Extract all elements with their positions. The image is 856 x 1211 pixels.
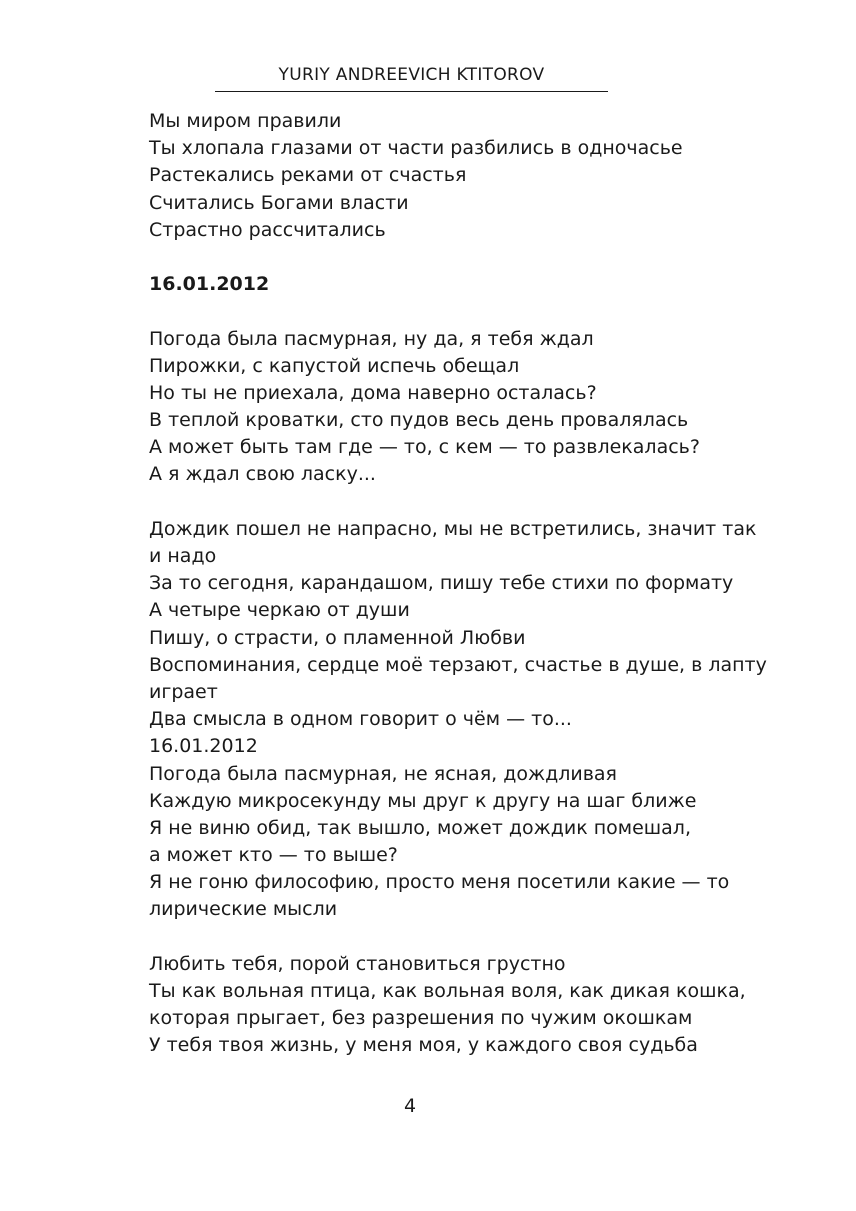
poem-line: и надо <box>149 545 217 567</box>
poem-line: Два смысла в одном говорит о чём — то... <box>149 708 572 731</box>
poem-line: Но ты не приехала, дома наверно осталась? <box>149 381 597 404</box>
stanza-break <box>149 924 719 951</box>
poem-line: Пишу, о страсти, о пламенной Любви <box>149 626 526 649</box>
header-divider <box>215 91 608 92</box>
poem-line: В теплой кроватки, сто пудов весь день провалялась <box>149 409 689 432</box>
stanza-break <box>149 244 719 271</box>
poem-line: Мы миром правили <box>149 110 342 132</box>
poem-line: За то сегодня, карандашом, пишу тебе стихи по формату <box>149 572 734 595</box>
stanza-break <box>149 298 719 325</box>
poem-line: Ты как вольная птица, как вольная воля, как дикая кошка, <box>149 980 746 1002</box>
poem-line: лирические мысли <box>149 898 338 921</box>
poem-line: Пирожки, с капустой испечь обещал <box>149 354 520 377</box>
poem-line: А четыре черкаю от души <box>149 599 410 622</box>
poem-line: Любить тебя, порой становиться грустно <box>149 952 566 975</box>
poem-line: Дождик пошел не напрасно, мы не встретились, значит так <box>149 517 757 540</box>
poem-date: 16.01.2012 <box>149 735 258 758</box>
page-number: 4 <box>403 1095 417 1117</box>
poem-line: которая прыгает, без разрешения по чужим окошкам <box>149 1007 693 1030</box>
poem-line: А может быть там где — то, с кем — то развлекалась? <box>149 436 700 459</box>
poem-line: А я ждал свою ласку... <box>149 463 376 486</box>
poem-line: Ты хлопала глазами от части разбились в одночасье <box>149 137 683 160</box>
poem-line: Считались Богами власти <box>149 191 409 214</box>
poem-line: а может кто — то выше? <box>149 844 398 867</box>
poem-line: Я не виню обид, так вышло, может дождик помешал, <box>149 816 691 839</box>
poem-line: Погода была пасмурная, не ясная, дождливая <box>149 762 617 785</box>
poem-line: играет <box>149 680 218 703</box>
poem-line: Каждую микросекунду мы друг к другу на шаг ближе <box>149 789 697 812</box>
poem-line: Растекались реками от счастья <box>149 164 467 187</box>
running-header: YURIY ANDREEVICH KTITOROV <box>278 65 545 85</box>
stanza-break <box>149 489 719 516</box>
poem-line: У тебя твоя жизнь, у меня моя, у каждого своя судьба <box>149 1034 698 1057</box>
poem-line: Воспоминания, сердце моё терзают, счастье в душе, в лапту <box>149 653 767 676</box>
poem-line: Погода была пасмурная, ну да, я тебя ждал <box>149 327 594 350</box>
poem-line: Страстно рассчитались <box>149 218 386 241</box>
poem-text <box>149 108 767 1060</box>
poem-date-heading: 16.01.2012 <box>149 273 270 296</box>
poem-line: Я не гоню философию, просто меня посетили какие — то <box>149 871 730 894</box>
